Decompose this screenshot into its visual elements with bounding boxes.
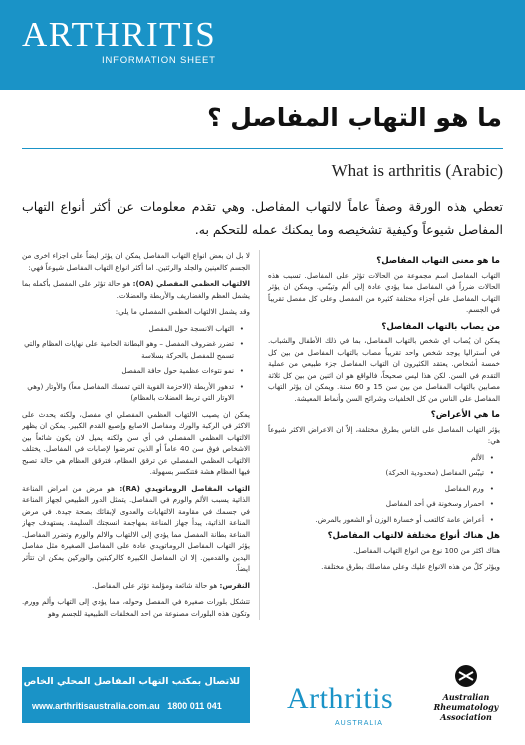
logo-subtitle: AUSTRALIA: [335, 720, 383, 727]
rheumatology-association-logo: [430, 660, 502, 732]
paragraph: تتشكل بلورات صغيرة في المفصل وحوله، مما يؤدي إلى التهاب وألم وورم. وتكون هذه البلورات مصنوعة من احد المخلفات الطبيعية للجسم وهو: [22, 597, 250, 618]
contact-label: للاتصال بمكتب التهاب المفاصل المحلي الخاص بك:: [4, 676, 240, 687]
contact-box: [4, 667, 250, 723]
section-body: هناك اكثر من 100 نوع من انواع التهاب المفاصل.: [353, 545, 500, 555]
page-title-arabic: ما هو التهاب المفاصل ؟: [207, 103, 502, 132]
section-heading: ما هي الأعراض؟: [430, 410, 500, 420]
logo-wordmark: Arthritis: [287, 682, 394, 715]
rheumatology-emblem-icon: [430, 660, 502, 732]
column-divider: [259, 250, 260, 620]
gout-title: النقرس:: [219, 580, 250, 590]
section-heading: ما هو معنى التهاب المفاصل؟: [376, 256, 500, 266]
list-item: • أعراض عامة كالتعب أو خسارة الوزن أو الشعور بالمرض.: [268, 514, 494, 526]
ara-line-3: Association: [440, 712, 492, 722]
list-item: • احمرار وسخونة في أحد المفاصل: [268, 498, 494, 510]
list-item: • تضرر غضروف المفصل – وهو البطانة الحامية على نهايات العظام والتي تسمح للمفصل بالحركة بسلاسة: [22, 338, 244, 361]
section-body: ويؤثر كلٌ من هذه الانواع عليك وعلى مفاصلك بطرق مختلفة.: [321, 562, 500, 571]
oa-body: هو حالة تؤثر على المفصل بأكمله بما يشمل العظم والغضاريف والأربطة والعضلات.: [22, 279, 250, 300]
ra-body: هو مرض من امراض المناعة الذاتية يسبب الألم والورم في المفاصل. يتمثل الدور الطبيعي لجهاز المناعة في جسمك في مقاومة الالتهابات والعدوى لإبقائك بصحة جيدة. في مرض المناعة الذاتية، يبدأ جهاز المناعة بمهاجمة انسجتك السليمة. يستهدف جهاز المناعة بطانة المفصل مما يؤدي إلى الالتهاب والالم والورم وتضرر المفاصل. يؤثر التهاب المفاصل الروماتويدي عادة على المفاصل الصغيرة مثل مفاصل اليدين والقدمين. إلا ان المفاصل الكبيرة كالركبتين والوركين يمكن ان تتأثر ايضاً.: [22, 483, 250, 573]
section-heading: من يصاب بالتهاب المفاصل؟: [381, 321, 500, 332]
paragraph: وقد يشمل الالتهاب العظمي المفصلي ما يلي:: [115, 307, 250, 316]
list-item: • الألم: [268, 452, 494, 464]
paragraph: يمكن ان يصيب الالتهاب العظمي المفصلي اي مفصل، ولكنه يحدث على الاكثر في الركبة والورك ومفاصل الاصابع وإصبع القدم الكبير. يمكن ان يظهر الالتهاب العظمي المفصلي في أي سن ولكنه يميل لان يكون شائعاً بين الاشخاص فوق سن 40 عاماً أو الذين تعرضوا لإصابات في المفاصل. يختلف الالتهاب العظمي المفصلي عن ترقق العظام، فترقق العظام هي حالة تصبح فيها العظام هشة فتنكسر بسهولة.: [22, 409, 250, 476]
oa-title: الالتهاب العظمي المفصلي (OA):: [132, 279, 250, 288]
ara-line-2: Rheumatology: [433, 702, 499, 712]
oa-list: [22, 323, 250, 404]
contact-details: [32, 701, 222, 711]
page-title-english: What is arthritis (Arabic): [331, 161, 503, 180]
brand-title: ARTHRITIS: [22, 15, 217, 54]
symptom-list: [268, 452, 500, 526]
brand-subtitle: INFORMATION SHEET: [102, 55, 216, 66]
oa-paragraph: [22, 278, 250, 301]
title-divider: [22, 148, 503, 149]
list-item: • نمو نتوءات عظمية حول حافة المفصل: [22, 365, 244, 377]
header-banner: [0, 0, 525, 90]
gout-paragraph: [22, 580, 250, 592]
list-item: • ورم المفاصل: [268, 483, 494, 495]
paragraph: لا بل ان بعض انواع التهاب المفاصل يمكن ان يؤثر ايضاً على اجزاء اخرى من الجسم كالعينين والجلد والرئتين. اما أكثر انواع التهاب المفاصل شيوعاً فهي:: [22, 251, 250, 272]
ra-title: التهاب المفاصل الروماتويدي (RA):: [119, 483, 250, 493]
ra-paragraph: [22, 483, 250, 575]
ara-line-1: Australian: [442, 692, 490, 702]
list-item: • تيبّس المفاصل (محدودية الحركة): [268, 467, 494, 479]
gout-body: هو حالة شائعة ومؤلمة تؤثر على المفاصل.: [92, 580, 218, 590]
list-item: • التهاب الانسجة حول المفصل: [22, 323, 244, 335]
list-item: • تدهور الأربطة (الاحزمة القوية التي تمسك المفاصل معاً) والأوتار (وهي الاوتار التي تربط العضلات بالعظام): [22, 381, 244, 404]
section-body: التهاب المفاصل اسم مجموعة من الحالات تؤثر على المفاصل. تسبب هذه الحالات ضرراً في المفاصل مما يؤدي عادة إلى ألم وتيبّس. ويمكن ان يؤثر التهاب المفاصل على أجزاء مختلفة كثيرة من المفصل وعلى كل مفصل تقريباً في الجسم.: [268, 270, 500, 314]
left-column: [22, 250, 250, 620]
phone-number[interactable]: 1800 011 041: [167, 701, 222, 711]
section-heading: هل هناك أنواع مختلفة لالتهاب المفاصل؟: [327, 531, 500, 541]
section-body: يؤثر التهاب المفاصل على الناس بطرق مختلفة، إلاّ ان الاعراض الاكثر شيوعاً هي:: [268, 424, 500, 445]
section-body: يمكن ان يُصاب اي شخص بالتهاب المفاصل، بما في ذلك الأطفال والشباب. في أستراليا يوجد شخص واحد تقريباً مصاب بالتهاب المفاصل من بين كل خمسة أشخاص. يعتقد الكثيرون ان التهاب المفاصل جزء طبيعي من عملية التقدم في السن. لكن هذا ليس صحيحاً، فالواقع هو ان اثنين من بين كل ثلاثة مصابين بالتهاب المفاصل من بين سن 15 و 60 سنة. ويمكن ان يؤثر التهاب المفاصل على الناس من كل الخلفيات وشرائح السن وأنماط المعيشة.: [268, 336, 500, 403]
intro-paragraph: تعطي هذه الورقة وصفاً عاماً لالتهاب المفاصل. وهي تقدم معلومات عن أكثر أنواع التهاب المفاصل شيوعاً وكيفية تشخيصه وما يمكنك عمله للتحكم به.: [22, 199, 503, 237]
arthritis-australia-logo: [275, 672, 405, 727]
right-column: [268, 250, 500, 578]
website-link[interactable]: www.arthritisaustralia.com.au: [32, 701, 160, 711]
